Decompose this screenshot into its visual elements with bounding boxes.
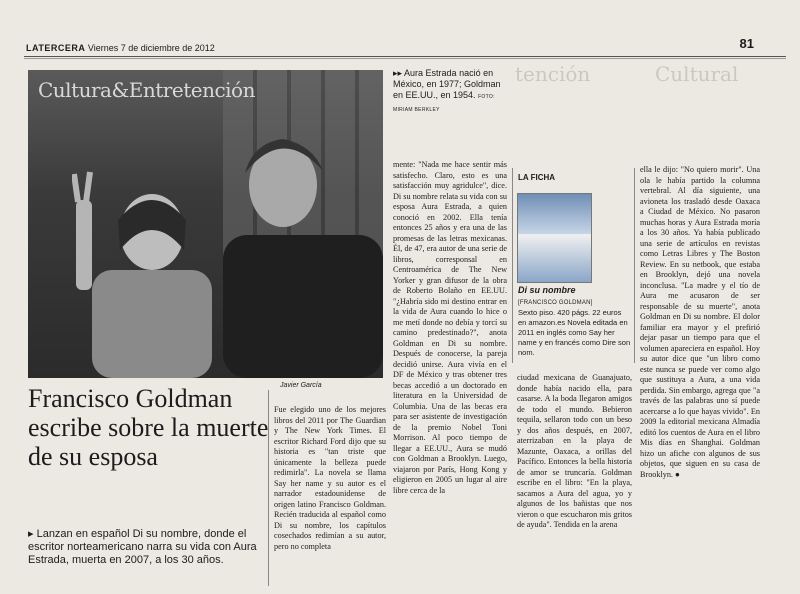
article-col3-text: ciudad mexicana de Guanajuato, donde había nacido ella, para casarse. A la boda llegaron amigos de todo el mundo. Bebieron tequila, sellaron todo con un beso y dos años después, en 2007, aterrizaban en la playa de Mazunte, Oaxaca, a orillas del Pacífico. Entonces la bella historia de amor se truncaría. Goldman escribe en el libro: "En la playa, sacamos a Aura del agua, yo y algunos de los bañistas que nos vieron o que escucharon mis gritos de ayuda". Tendida en la arena [517,373,632,529]
caption-text: ▸▸ Aura Estrada nació en México, en 1977; Goldman en EE.UU., en 1954. [393,68,501,100]
photo-person-man [203,115,383,378]
ficha-details-text: Sexto piso. 420 págs. 22 euros en amazon.es Novela editada en 2011 en inglés como Say her name y en francés como Dire son nom. [518,308,631,357]
article-lead: ▸ Lanzan en español Di su nombre, donde el escritor norteamericano narra su vida con Aura Estrada, muerta en 2007, a los 30 años. [28,528,257,566]
article-headline: Francisco Goldman escribe sobre la muerte de su esposa [28,384,269,471]
photo-credit: Javier García [280,382,322,389]
article-column-3 [517,373,632,585]
header-rule [24,56,786,57]
book-cover-image [517,193,592,283]
ficha-details [518,298,631,358]
article-col1-text: Fue elegido uno de los mejores libros del 2011 por The Guardian y The New York Times. El escritor Richard Ford dijo que su historia es "tan triste que únicamente la belleza puede redimirla". La novela se llama Say her name y su autor es el narrador estadounidense de origen latino Francisco Goldman. Recién traducida al español como Di su nombre, los capítulos cosechados redimían a su autor, pero no completa [274,405,386,551]
page-header [26,43,215,53]
article-column-4 [640,165,760,585]
caption-photo-credit: FOTO: MIRIAM BERKLEY [393,94,495,113]
page-number: 81 [739,36,754,51]
column-divider-1 [268,390,269,586]
article-photo [28,70,383,378]
ghost-text-1: Cultural [655,62,739,86]
ficha-author: [FRANCISCO GOLDMAN] [518,300,593,306]
article-col2-text: mente: "Nada me hace sentir más satisfecho. Claro, esto es una satisfacción muy agridulce", dice. Di su nombre relata su vida con su esposa Aura Estrada, a quien conoció en 2002. Ella tenía entonces 25 años y era una de las promesas de las letras mexicanas. Él, de 47, era autor de una serie de libros, corresponsal en Centroamérica de The New Yorker y gran difusor de la obra de Roberto Bolaño en EE.UU. "¿Habría sido mi destino entrar en la vida de Aura cuando lo hice o me metí donde no debía y torcí su camino predestinado?", anota Goldman en Di su nombre. Después de conocerse, la pareja decidió unirse. Aura vivía en el DF de México y tras obtener tres becas accedió a un doctorado en literatura en la Universidad de Columbia. Una de las becas era para ser asistente de investigación de la premio Nobel Toni Morrison. Al poco tiempo de llegar a EE.UU., Aura se mudó con Goldman a Brooklyn. Luego, viajaron por París, Hong Kong y eligieron en 2005 un lugar al aire libre cerca de la [393,160,507,495]
header-rule-thin [24,58,786,59]
ficha-label: LA FICHA [518,173,556,182]
photo-caption [393,68,513,116]
section-label: Cultura&Entretención [38,78,255,102]
ficha-divider-right [634,168,635,363]
brand-name: LATERCERA [26,43,86,53]
ghost-text-2: tención [515,62,591,86]
issue-date: Viernes 7 de diciembre de 2012 [87,43,215,53]
article-column-1 [274,405,386,587]
article-column-2 [393,160,507,585]
ficha-book-title: Di su nombre [518,285,576,295]
article-col4-text: ella le dijo: "No quiero morir". Una ola le había partido la columna vertebral. Al día siguiente, una avioneta los trasladó desde Oaxaca a Ciudad de México. No pasaron muchas horas y Aura Estrada moría a los 30 años. Ya había publicado una serie de artículos en revistas como Letras Libres y The Boston Review. En su netbook, que estaba en Brooklyn, dejó una novela inconclusa. "La madre y el tío de Aura me acusaron de ser responsable de su muerte", anota Goldman en Di su nombre. El dolor familiar era mayor y el prefirió dejar pasar un tiempo para que el volumen apareciera en español. Hoy su autor dice que "un libro como este nunca se puede ver como algo que sustituya a Aura, a una vida perdida. Sin embargo, agrega que "a través de las palabras uno sí puede acercarse a lo que hayas vivido". En 2009 la editorial mexicana Almadía editó los cuentos de Aura en el libro Mis días en Shanghai. Goldman hizo un afiche con algunos de sus objetos, que siguen en su casa de Brooklyn. ● [640,165,760,479]
ficha-divider-left [512,168,513,363]
photo-person-woman [72,160,222,378]
